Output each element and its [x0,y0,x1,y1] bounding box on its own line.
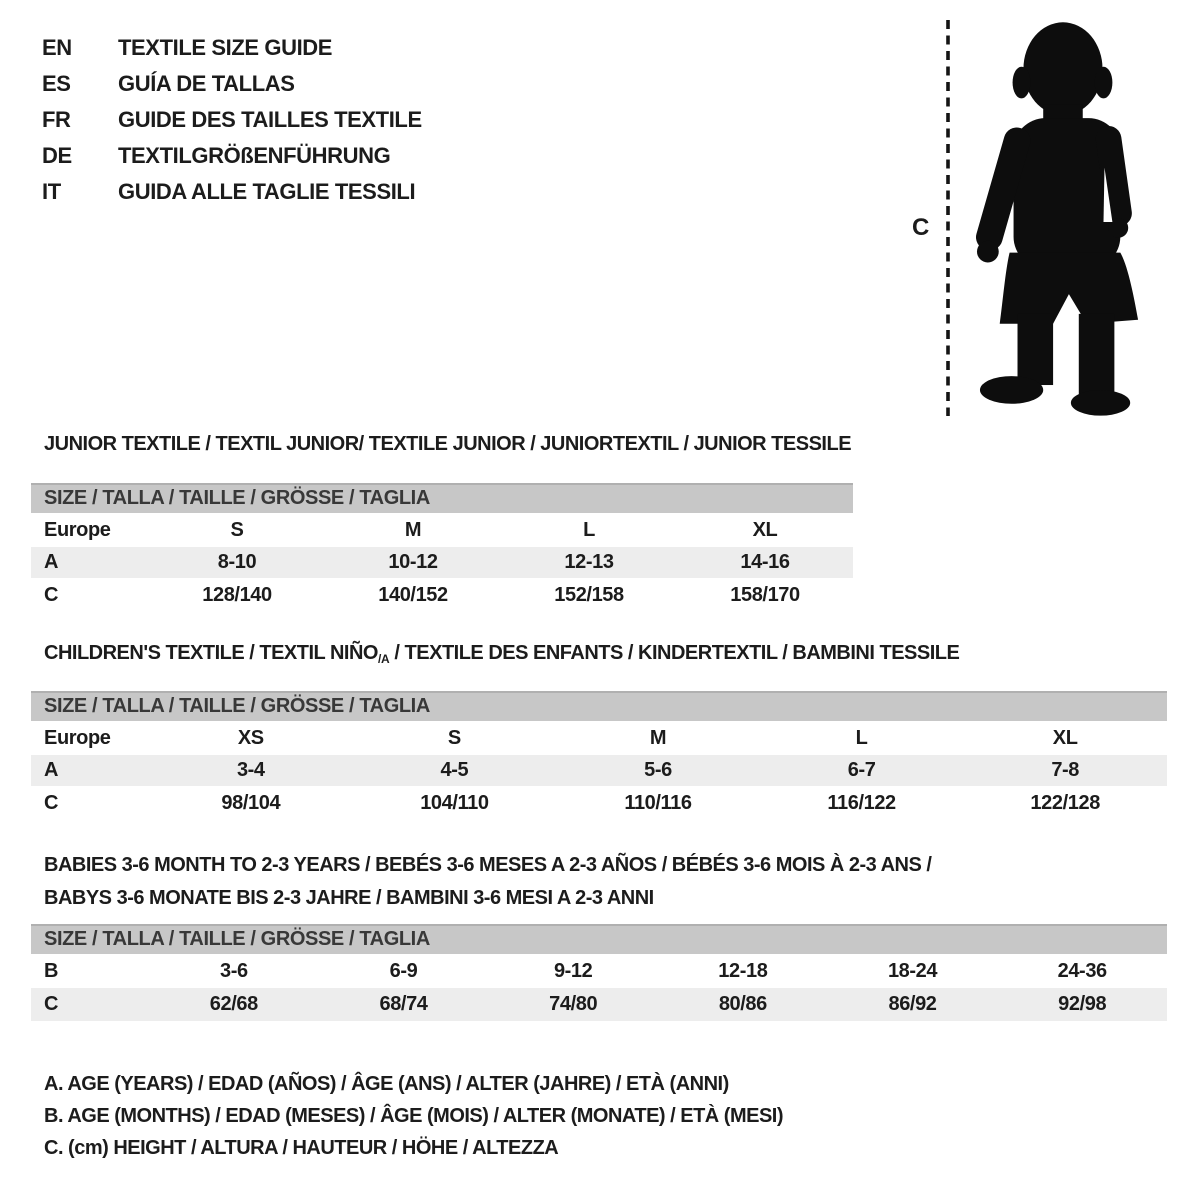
children-heading-text: / TEXTILE DES ENFANTS / KINDERTEXTIL / BAMBINI TESSILE [389,642,960,664]
language-code: EN [42,35,72,60]
language-code: ES [42,71,71,96]
row-label: A [44,551,59,573]
height-cell: 116/122 [827,791,896,814]
table-row-age [31,755,1167,786]
size-cell: XS [237,726,264,749]
size-cell: S [230,518,244,541]
age-cell: 12-18 [718,959,768,982]
age-cell: 4-5 [440,759,469,781]
age-cell: 8-10 [217,551,257,573]
height-cell: 98/104 [221,791,281,814]
junior-size-table [31,483,853,612]
age-cell: 5-6 [644,759,672,781]
height-cell: 122/128 [1030,791,1100,814]
table-row-height [31,988,1167,1021]
children-heading-text: CHILDREN'S TEXTILE / TEXTIL NIÑO [44,642,378,664]
children-heading-subscript: /A [377,652,390,666]
size-header-bar: SIZE / TALLA / TAILLE / GRÖSSE / TAGLIA [31,483,853,513]
height-cell: 110/116 [624,791,692,814]
age-cell: 12-13 [564,551,614,573]
language-title-list [42,30,422,210]
size-cell: L [583,518,595,541]
size-cell: M [404,518,422,541]
height-cell: 80/86 [718,993,767,1015]
table-row-europe [31,513,853,547]
language-row-fr [42,102,422,138]
row-label: C [44,583,59,606]
language-row-en [42,30,422,66]
age-cell: 3-6 [219,959,248,982]
height-dashed-line-icon [944,18,952,418]
babies-section-heading-line2: BABYS 3-6 MONATE BIS 2-3 JAHRE / BAMBINI 3-6 MESI A 2-3 ANNI [44,887,654,909]
age-cell: 10-12 [388,551,438,573]
age-cell: 14-16 [740,551,790,573]
age-cell: 6-9 [389,959,418,982]
size-cell: XL [752,518,778,541]
junior-section-heading: JUNIOR TEXTILE / TEXTIL JUNIOR/ TEXTILE JUNIOR / JUNIORTEXTIL / JUNIOR TESSILE [44,433,852,455]
height-cell: 74/80 [549,993,598,1015]
size-header-bar: SIZE / TALLA / TAILLE / GRÖSSE / TAGLIA [31,691,1167,721]
table-row-age [31,547,853,578]
height-cell: 104/110 [420,791,489,814]
language-title: TEXTILGRÖßENFÜHRUNG [118,143,391,168]
toddler-silhouette-icon [976,15,1146,420]
age-cell: 3-4 [236,759,265,781]
language-title: TEXTILE SIZE GUIDE [118,35,333,60]
table-row-height [31,786,1167,820]
language-row-de [42,138,422,174]
footnote-height-cm: C. (cm) HEIGHT / ALTURA / HAUTEUR / HÖHE / ALTEZZA [44,1137,559,1159]
age-cell: 18-24 [887,959,938,982]
language-row-es [42,66,422,102]
height-cell: 68/74 [379,993,428,1015]
height-cell: 140/152 [378,583,448,606]
row-label: Europe [44,726,111,749]
babies-size-table [31,924,1167,1021]
height-cell: 86/92 [888,993,937,1015]
height-cell: 62/68 [209,993,258,1015]
footnote-age-years: A. AGE (YEARS) / EDAD (AÑOS) / ÂGE (ANS) / ALTER (JAHRE) / ETÀ (ANNI) [44,1073,729,1095]
children-size-table [31,691,1167,820]
age-cell: 9-12 [553,959,593,982]
height-cell: 152/158 [554,583,624,606]
language-title: GUIDE DES TAILLES TEXTILE [118,107,422,132]
table-row-height [31,578,853,612]
language-title: GUÍA DE TALLAS [118,71,295,96]
height-cell: 128/140 [202,583,272,606]
size-cell: S [447,726,461,749]
table-row-age-months [31,954,1167,988]
language-code: FR [42,107,71,132]
children-section-heading [44,642,959,666]
age-cell: 24-36 [1057,959,1107,982]
row-label: C [44,993,59,1015]
height-cell: 158/170 [730,583,800,606]
row-label: C [44,791,59,814]
language-code: IT [42,179,61,204]
language-row-it [42,174,422,210]
size-cell: L [855,726,868,749]
row-label: A [44,759,59,781]
age-cell: 7-8 [1051,759,1080,781]
footnote-age-months: B. AGE (MONTHS) / EDAD (MESES) / ÂGE (MOIS) / ALTER (MONATE) / ETÀ (MESI) [44,1105,784,1127]
size-cell: M [649,726,667,749]
footnote-legend [44,1068,783,1164]
size-cell: XL [1052,726,1078,749]
babies-section-heading-line1: BABIES 3-6 MONTH TO 2-3 YEARS / BEBÉS 3-6 MESES A 2-3 AÑOS / BÉBÉS 3-6 MOIS À 2-3 ANS / [44,854,932,876]
age-cell: 6-7 [847,759,876,781]
language-title: GUIDA ALLE TAGLIE TESSILI [118,179,416,204]
height-measure-label: C [912,214,929,241]
height-cell: 92/98 [1058,993,1107,1015]
table-row-europe [31,721,1167,755]
row-label: B [44,959,59,982]
size-header-bar: SIZE / TALLA / TAILLE / GRÖSSE / TAGLIA [31,924,1167,954]
language-code: DE [42,143,72,168]
row-label: Europe [44,518,111,541]
